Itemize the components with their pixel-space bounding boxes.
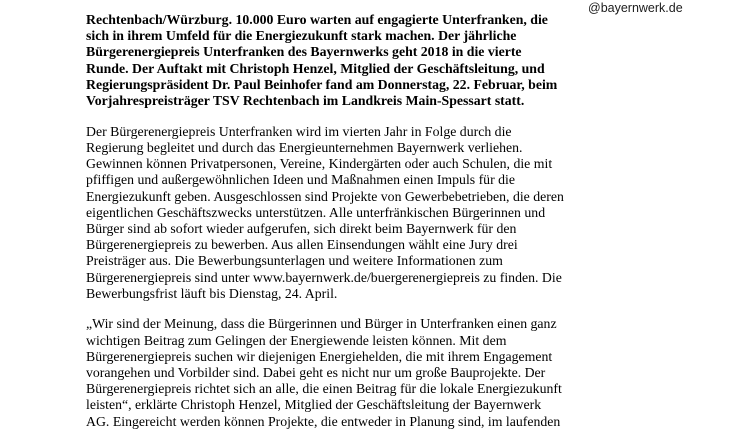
body-paragraph-1: Der Bürgerenergiepreis Unterfranken wird im vierten Jahr in Folge durch die Regierung begleitet und durch das Energieunternehmen Bayernwerk verliehen. Gewinnen können Privatpersonen, Vereine, Kindergärten oder auch Schulen, die mit pfiffigen und außergewöhnlichen Ideen und Maßnahmen einen Impuls für die Energiezukunft geben. Ausgeschlossen sind Projekte von Gewerbebetrieben, die deren eigentlichen Geschäftszwecks unterstützen. Alle unterfränkischen Bürgerinnen und Bürger sind ab sofort wieder aufgerufen, sich direkt beim Bayernwerk für den Bürgerenergiepreis zu bewerben. Aus allen Einsendungen wählt eine Jury drei Preisträger aus. Die Bewerbungsunterlagen und weitere Informationen zum Bürgerenergiepreis sind unter www.bayernwerk.de/buergerenergiepreis zu finden. Die Bewerbungsfrist läuft bis Dienstag, 24. April. (86, 123, 564, 301)
body-paragraph-2: „Wir sind der Meinung, dass die Bürgerinnen und Bürger in Unterfranken einen ganz wichtigen Beitrag zum Gelingen der Energiewende leisten können. Mit dem Bürgerenergiepreis suchen wir diejenigen Energiehelden, die mit ihrem Engagement vorangehen und Vorbilder sind. Dabei geht es nicht nur um große Bauprojekte. Der Bürgerenergiepreis richtet sich an alle, die einen Beitrag für die lokale Energiezukunft leisten“, erklärte Christoph Henzel, Mitglied der Geschäftsleitung der Bayernwerk AG. Eingereicht werden können Projekte, die entweder in Planung sind, im laufenden (86, 316, 562, 429)
brand-email-handle: @bayernwerk.de (588, 1, 683, 15)
lead-paragraph: Rechtenbach/Würzburg. 10.000 Euro warten auf engagierte Unterfranken, die sich in ihrem Umfeld für die Energiezukunft stark machen. Der jährliche Bürgerenergiepreis Unterfranken des Bayernwerks geht 2018 in die vierte Runde. Der Auftakt mit Christoph Henzel, Mitglied der Geschäftsleitung, und Regierungspräsident Dr. Paul Beinhofer fand am Donnerstag, 22. Februar, beim Vorjahrespreisträger TSV Rechtenbach im Landkreis Main-Spessart statt. (86, 12, 558, 109)
press-release-body (86, 12, 646, 444)
